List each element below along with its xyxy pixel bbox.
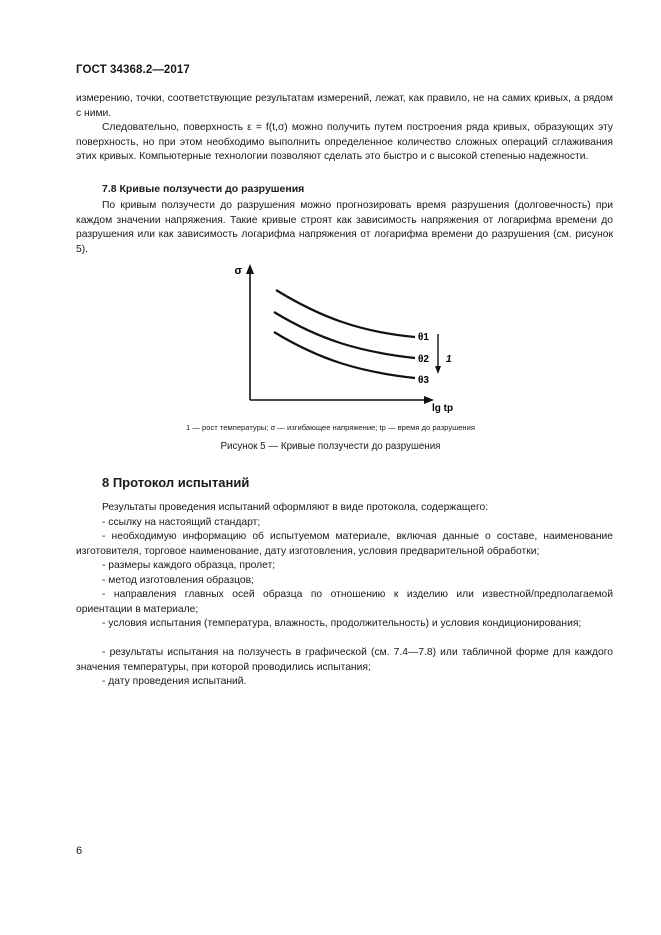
protocol-item: - условия испытания (температура, влажность, продолжительность) и условия кондиционирования;: [102, 618, 582, 629]
protocol-item: - метод изготовления образцов;: [102, 575, 254, 586]
temperature-arrowhead: [435, 366, 441, 374]
protocol-item: - необходимую информацию об испытуемом материале, включая данные о составе, наименование изготовителя, торговое наименование, дату изготовления, условия предварительной обработки;: [76, 531, 613, 557]
protocol-item: - дату проведения испытаний.: [102, 676, 247, 687]
section-7-8-text: По кривым ползучести до разрушения можно прогнозировать время разрушения (долговечность) при каждом значении напряжения. Такие кривые строят как зависимость напряжения от логарифма времени до разрушения или как зависимость логарифма напряжения от логарифма времени до разрушения (см. рисунок 5).: [76, 200, 613, 255]
curve-label-theta-2: θ2: [418, 354, 429, 365]
page-number: 6: [76, 845, 83, 857]
curve-theta-1: [276, 290, 415, 337]
protocol-item: - ссылку на настоящий стандарт;: [102, 517, 261, 528]
section-8-intro: Результаты проведения испытаний оформляют в виде протокола, содержащего:: [102, 502, 489, 513]
intro-paragraph-1: измерению, точки, соответствующие результатам измерений, лежат, как правило, не на самих кривых, а рядом с ними.: [76, 93, 613, 119]
section-7-8-heading: 7.8 Кривые ползучести до разрушения: [102, 183, 305, 195]
creep-rupture-figure: [230, 262, 460, 414]
protocol-item: - размеры каждого образца, пролет;: [102, 560, 276, 571]
curve-label-theta-1: θ1: [418, 332, 429, 343]
y-axis-label: σ: [234, 265, 242, 277]
curve-label-theta-3: θ3: [418, 375, 429, 386]
intro-paragraph-2: Следовательно, поверхность ε = f(t,σ) можно получить путем построения ряда кривых, образующих эту поверхность, но при этом необходимо выполнить определенное количество сложных операций сглаживания этих кривых. Компьютерные технологии позволяют сделать это быстро и с высокой степенью надежности.: [76, 122, 613, 163]
figure-caption: Рисунок 5 — Кривые ползучести до разрушения: [220, 441, 441, 452]
figure-legend: 1 — рост температуры; σ — изгибающее напряжение; tр — время до разрушения: [186, 423, 475, 432]
section-8-heading: 8 Протокол испытаний: [102, 475, 250, 490]
temperature-arrow-label: 1: [446, 354, 452, 365]
document-header: ГОСТ 34368.2—2017: [76, 64, 190, 76]
protocol-item: - направления главных осей образца по отношению к изделию или известной/предполагаемой ориентации в материале;: [76, 589, 613, 615]
y-axis-arrowhead: [246, 264, 254, 274]
x-axis-label: lg tр: [432, 403, 454, 414]
protocol-item: - результаты испытания на ползучесть в графической (см. 7.4—7.8) или табличной форме для каждого значения температуры, при которой проводились испытания;: [76, 647, 613, 673]
